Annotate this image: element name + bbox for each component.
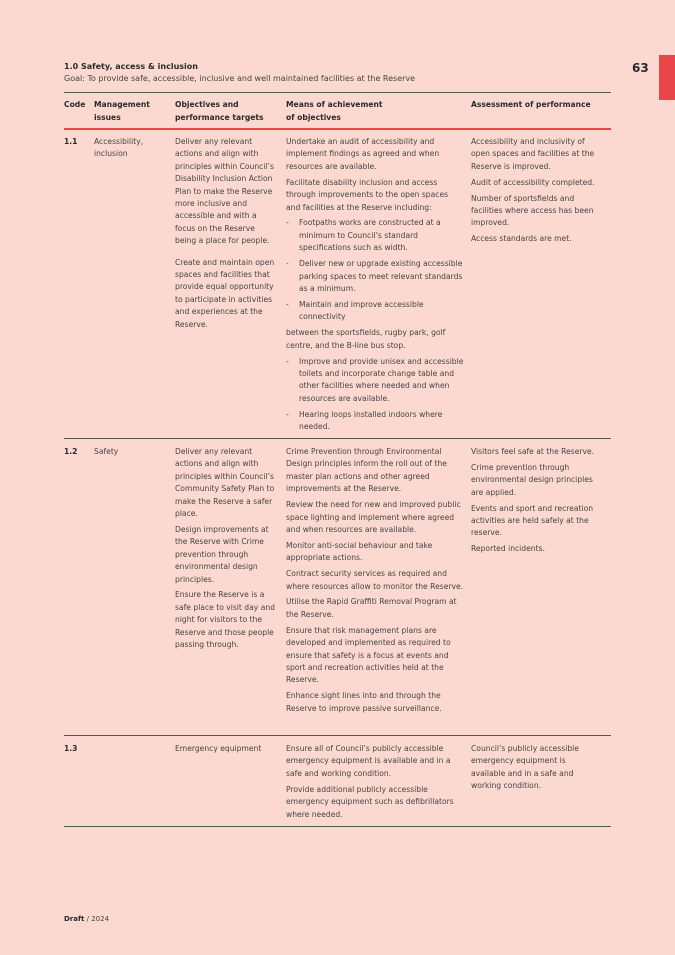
means-text: Facilitate disability inclusion and access through improvements to the open spaces and facilities at the Reserve including: bbox=[286, 177, 449, 212]
row-divider bbox=[64, 735, 611, 736]
objective-text: Emergency equipment bbox=[175, 744, 262, 753]
page-number: 63 bbox=[632, 61, 649, 75]
means-bullet: - Improve and provide unisex and accessible toilets and incorporate change table and other facilities where needed and when resources are available. bbox=[286, 356, 464, 406]
table-bottom-rule bbox=[64, 826, 611, 827]
footer: Draft / 2024 bbox=[64, 915, 110, 923]
means-text: Provide additional publicly accessible emergency equipment such as defibrillators where needed. bbox=[286, 784, 454, 819]
assessment-text: Access standards are met. bbox=[471, 234, 572, 244]
footer-year: 2024 bbox=[91, 915, 110, 923]
means-text: Enhance sight lines into and through the Reserve to improve passive surveillance. bbox=[286, 691, 442, 713]
row-code: 1.1 bbox=[64, 137, 78, 146]
row-means bbox=[286, 743, 456, 824]
means-bullet: - Maintain and improve accessible connectivity bbox=[286, 299, 464, 324]
means-text: Undertake an audit of accessibility and implement findings as agreed and when resources are available. bbox=[286, 137, 440, 171]
means-text: Review the need for new and improved public space lighting and implement where agreed and when resources are available. bbox=[286, 500, 461, 534]
means-bullet-list bbox=[286, 217, 464, 323]
row-objectives bbox=[175, 743, 277, 759]
objective-text: Design improvements at the Reserve with Crime prevention through environmental design principles. bbox=[175, 524, 269, 584]
assessment-text: Events and sport and recreation activities are held safely at the reserve. bbox=[471, 503, 594, 538]
footer-draft-label: Draft bbox=[64, 915, 85, 923]
means-text: Ensure all of Council’s publicly accessible emergency equipment is available and in a safe and working condition. bbox=[286, 744, 451, 778]
means-bullet: - Footpaths works are constructed at a minimum to Council’s standard specifications such as width. bbox=[286, 217, 464, 254]
objective-text: Deliver any relevant actions and align with principles within Council’s Community Safety Plan to make the Reserve a safer place. bbox=[175, 447, 275, 519]
row-assessment bbox=[471, 743, 589, 796]
row-objectives bbox=[175, 446, 275, 655]
row-code: 1.3 bbox=[64, 744, 78, 753]
row-means bbox=[286, 136, 464, 437]
assessment-text: Accessibility and inclusivity of open spaces and facilities at the Reserve is improved. bbox=[471, 137, 595, 171]
means-text: Monitor anti-social behaviour and take appropriate actions. bbox=[286, 540, 433, 563]
assessment-text: Council’s publicly accessible emergency equipment is available and in a safe and working condition. bbox=[471, 744, 579, 791]
header-rule bbox=[64, 128, 611, 130]
means-text: Contract security services as required and where resources allow to monitor the Reserve. bbox=[286, 569, 464, 591]
page-tab-marker bbox=[659, 55, 675, 100]
row-code: 1.2 bbox=[64, 447, 78, 456]
row-divider bbox=[64, 438, 611, 439]
means-text: Ensure that risk management plans are developed and implemented as required to ensure that safety is a focus at events and sport and recreation activities held at the Reserve. bbox=[286, 625, 451, 685]
row-objectives bbox=[175, 136, 277, 335]
row-means bbox=[286, 446, 466, 719]
assessment-text: Reported incidents. bbox=[471, 544, 545, 554]
means-bullet-list bbox=[286, 356, 464, 434]
row-assessment bbox=[471, 446, 601, 559]
row-issue: Accessibility, inclusion bbox=[94, 137, 144, 159]
header-management-issues: Management issues bbox=[94, 100, 150, 122]
assessment-text: Visitors feel safe at the Reserve. bbox=[471, 447, 595, 456]
objective-text: Deliver any relevant actions and align with principles within Council’s Disability Inclusion Action Plan to make the Reserve more inclusive and accessible and with a focus on the Reserve being a place for people. bbox=[175, 137, 274, 246]
assessment-text: Number of sportsfields and facilities where access has been improved. bbox=[471, 193, 594, 228]
section-title: 1.0 Safety, access & inclusion bbox=[64, 62, 198, 71]
header-objectives: Objectives and performance targets bbox=[175, 100, 264, 122]
header-assessment: Assessment of performance bbox=[471, 100, 591, 109]
means-text: Crime Prevention through Environmental Design principles inform the roll out of the master plan actions and other agreed improvements at the Reserve. bbox=[286, 447, 447, 494]
assessment-text: Crime prevention through environmental design principles are applied. bbox=[471, 462, 593, 497]
means-bullet: - Deliver new or upgrade existing accessible parking spaces to meet relevant standards as a minimum. bbox=[286, 258, 464, 295]
table-top-rule bbox=[64, 92, 611, 93]
objective-text: Create and maintain open spaces and facilities that provide equal opportunity to participate in activities and experiences at the Reserve. bbox=[175, 257, 275, 329]
header-means: Means of achievement of objectives bbox=[286, 100, 383, 122]
section-goal: Goal: To provide safe, accessible, inclusive and well maintained facilities at the Reserve bbox=[64, 74, 416, 83]
row-assessment bbox=[471, 136, 599, 249]
row-issue: Safety bbox=[94, 447, 119, 456]
means-text: between the sportsfields, rugby park, golf centre, and the B-line bus stop. bbox=[286, 328, 446, 350]
objective-text: Ensure the Reserve is a safe place to visit day and night for visitors to the Reserve and those people passing through. bbox=[175, 590, 275, 650]
means-bullet: - Hearing loops installed indoors where needed. bbox=[286, 409, 464, 434]
means-text: Utilise the Rapid Graffiti Removal Program at the Reserve. bbox=[286, 597, 457, 619]
header-code: Code bbox=[64, 100, 86, 109]
assessment-text: Audit of accessibility completed. bbox=[471, 177, 595, 187]
